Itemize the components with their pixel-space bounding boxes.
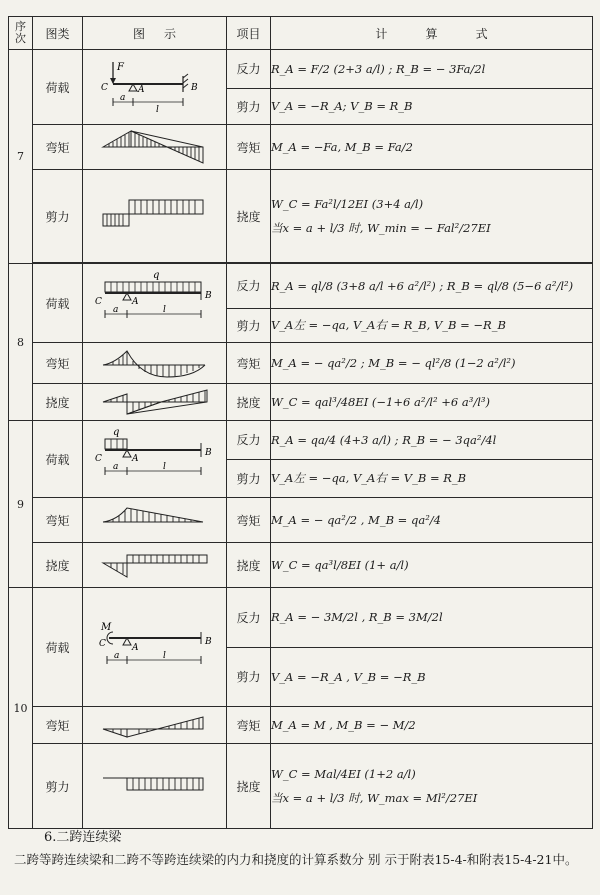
formula: M_A = − qa²/2 , M_B = qa²/4 xyxy=(271,498,593,543)
moment-diagram xyxy=(83,498,227,543)
moment-diagram xyxy=(83,707,227,744)
formula-cell xyxy=(271,170,593,263)
item-label: 挠度 xyxy=(227,543,271,588)
svg-text:C: C xyxy=(101,83,108,93)
category-label: 弯矩 xyxy=(33,125,83,170)
svg-text:l: l xyxy=(163,305,166,315)
svg-text:B: B xyxy=(205,291,212,301)
category-label: 剪力 xyxy=(33,744,83,829)
category-label: 荷载 xyxy=(33,588,83,707)
formula: R_A = F/2 (2+3 a/l) ; R_B = − 3Fa/2l xyxy=(271,50,593,89)
svg-text:B: B xyxy=(205,637,212,647)
formula-secondary: 当x = a + l/3 时, W_min = − Fal²/27EI xyxy=(271,221,491,235)
category-label: 挠度 xyxy=(33,543,83,588)
table-row xyxy=(9,421,593,460)
svg-text:a: a xyxy=(113,462,119,472)
svg-text:l: l xyxy=(163,462,166,472)
item-label: 弯矩 xyxy=(227,343,271,384)
svg-text:a: a xyxy=(114,651,120,661)
table-row xyxy=(9,588,593,648)
item-label: 反力 xyxy=(227,588,271,648)
header-seq: 序 次 xyxy=(9,17,33,50)
table-row xyxy=(9,744,593,829)
formula: V_A左 = −qa, V_A右 = R_B, V_B = −R_B xyxy=(271,308,593,342)
svg-text:q: q xyxy=(153,270,160,281)
svg-text:A: A xyxy=(138,85,145,95)
category-label: 弯矩 xyxy=(33,707,83,744)
item-label: 反力 xyxy=(227,264,271,309)
item-label: 剪力 xyxy=(227,308,271,342)
svg-text:C: C xyxy=(95,454,102,464)
formula: W_C = qa³l/8EI (1+ a/l) xyxy=(271,543,593,588)
item-label: 剪力 xyxy=(227,459,271,498)
shear-diagram xyxy=(83,744,227,829)
item-label: 反力 xyxy=(227,421,271,460)
seq-number: 10 xyxy=(9,588,33,829)
shear-diagram xyxy=(83,170,227,263)
load-diagram xyxy=(83,50,227,125)
table-row xyxy=(9,50,593,89)
table-row xyxy=(9,498,593,543)
svg-text:B: B xyxy=(191,83,198,93)
item-label: 弯矩 xyxy=(227,125,271,170)
seq-number: 7 xyxy=(9,50,33,264)
item-label: 挠度 xyxy=(227,384,271,421)
category-label: 剪力 xyxy=(33,170,83,263)
item-label: 挠度 xyxy=(227,744,271,829)
load-diagram xyxy=(83,264,227,343)
category-label: 荷载 xyxy=(33,421,83,498)
table-row xyxy=(9,543,593,588)
section-body: 二跨等跨连续梁和二跨不等跨连续梁的内力和挠度的计算系数分 别 示于附表15-4-和附表15-4-21中。 xyxy=(14,852,578,867)
formula: M_A = − qa²/2 ; M_B = − ql²/8 (1−2 a²/l²) xyxy=(271,343,593,384)
section-title: 6.二跨连续梁 xyxy=(44,830,122,845)
load-diagram xyxy=(83,421,227,498)
category-label: 挠度 xyxy=(33,384,83,421)
formula-cell xyxy=(271,744,593,829)
formula: V_A = −R_A; V_B = R_B xyxy=(271,88,593,125)
item-label: 剪力 xyxy=(227,88,271,125)
formula: R_A = qa/4 (4+3 a/l) ; R_B = − 3qa²/4l xyxy=(271,421,593,460)
svg-text:A: A xyxy=(132,454,139,464)
beam-formula-table xyxy=(8,16,593,829)
load-diagram xyxy=(83,588,227,707)
category-label: 弯矩 xyxy=(33,498,83,543)
svg-text:B: B xyxy=(205,448,212,458)
svg-text:F: F xyxy=(117,62,124,73)
svg-text:q: q xyxy=(113,427,120,438)
table-header-row xyxy=(9,17,593,50)
formula: W_C = Mal/4EI (1+2 a/l) xyxy=(271,767,416,781)
formula-secondary: 当x = a + l/3 时, W_max = Ml²/27EI xyxy=(271,791,478,805)
table-row xyxy=(9,170,593,263)
item-label: 挠度 xyxy=(227,170,271,263)
item-label: 反力 xyxy=(227,50,271,89)
shear-diagram xyxy=(83,384,227,421)
seq-number: 8 xyxy=(9,264,33,421)
svg-text:C: C xyxy=(95,297,102,307)
formula: W_C = Fa²l/12EI (3+4 a/l) xyxy=(271,197,424,211)
category-label: 荷载 xyxy=(33,50,83,125)
category-label: 荷载 xyxy=(33,264,83,343)
item-label: 剪力 xyxy=(227,647,271,707)
header-figure-type: 图类 xyxy=(33,17,83,50)
header-formula: 计 算 式 xyxy=(271,17,593,50)
item-label: 弯矩 xyxy=(227,707,271,744)
table-row xyxy=(9,707,593,744)
formula: R_A = − 3M/2l , R_B = 3M/2l xyxy=(271,588,593,648)
svg-text:C: C xyxy=(99,639,106,649)
table-row xyxy=(9,125,593,170)
svg-text:l: l xyxy=(156,105,159,115)
table-row xyxy=(9,384,593,421)
formula: M_A = M , M_B = − M/2 xyxy=(271,707,593,744)
header-figure: 图 示 xyxy=(83,17,227,50)
moment-diagram xyxy=(83,343,227,384)
svg-text:a: a xyxy=(120,93,126,103)
svg-text:a: a xyxy=(113,305,119,315)
seq-number: 9 xyxy=(9,421,33,588)
formula: V_A = −R_A , V_B = −R_B xyxy=(271,647,593,707)
formula: V_A左 = −qa, V_A右 = V_B = R_B xyxy=(271,459,593,498)
svg-text:A: A xyxy=(132,643,139,653)
table-row xyxy=(9,264,593,309)
category-label: 弯矩 xyxy=(33,343,83,384)
moment-diagram xyxy=(83,125,227,170)
svg-text:l: l xyxy=(163,651,166,661)
item-label: 弯矩 xyxy=(227,498,271,543)
table-row xyxy=(9,343,593,384)
formula: W_C = qal³/48EI (−1+6 a²/l² +6 a³/l³) xyxy=(271,384,593,421)
shear-diagram xyxy=(83,543,227,588)
svg-text:M: M xyxy=(101,622,112,633)
header-item: 项目 xyxy=(227,17,271,50)
formula: R_A = ql/8 (3+8 a/l +6 a²/l²) ; R_B = ql/8 (5−6 a²/l²) xyxy=(271,264,593,309)
formula: M_A = −Fa, M_B = Fa/2 xyxy=(271,125,593,170)
svg-text:A: A xyxy=(132,297,139,307)
